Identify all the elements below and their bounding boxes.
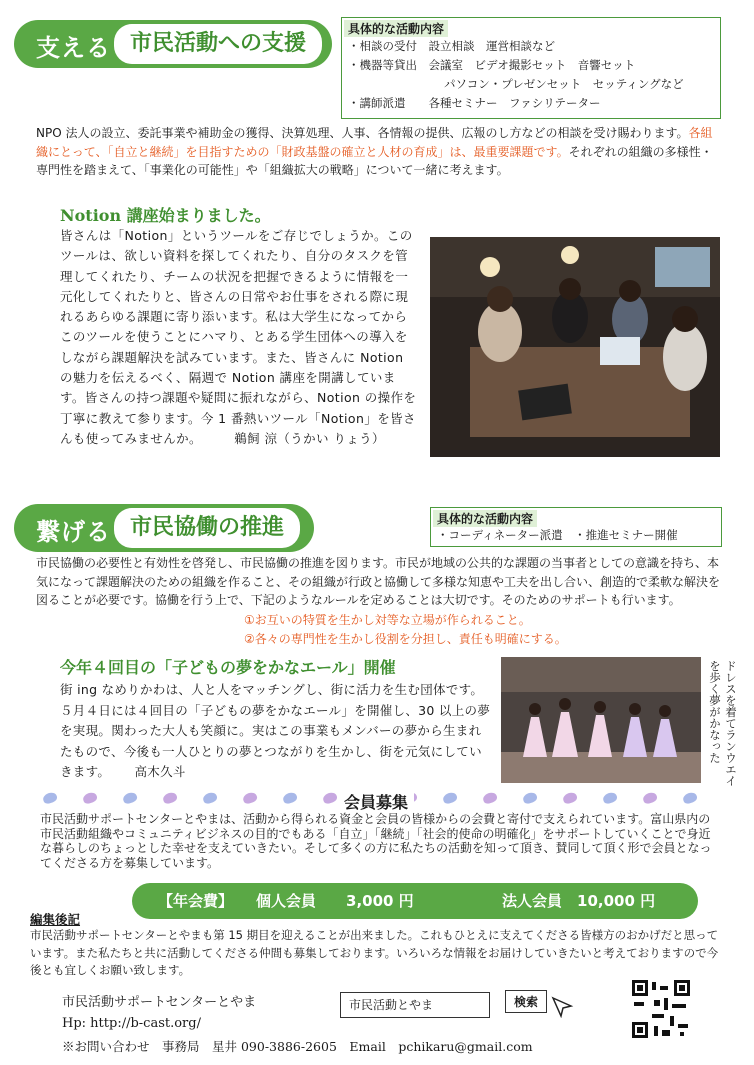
search-button-label: 検索 xyxy=(505,990,547,1013)
yume-heading: 今年４回目の「子どもの夢をかなエール」開催 xyxy=(60,658,396,677)
afterword-body: 市民活動サポートセンターとやまも第 15 期目を迎えることが出来ました。これもひとえに支えてくださる皆様方のおかげだと思っています。また私たちと共に活動してくださる仲間も募集しております。いろいろな情報をお届けしていきたいと考えておりますので今後とも宜しくお願い致します。 xyxy=(30,928,719,977)
section1-label: 支える xyxy=(36,34,111,62)
activity-item: ・講師派遣 各種セミナー ファシリテーター xyxy=(348,96,601,110)
notion-author: 鵜飼 涼（うかい りょう） xyxy=(234,430,385,446)
notion-heading: Notion 講座始まりました。 xyxy=(60,206,271,225)
section1-activities-box xyxy=(341,17,721,119)
fee-label: 【年会費】 xyxy=(158,892,234,910)
notion-body: 皆さんは「Notion」というツールをご存じでしょうか。このツールは、欲しい資料を探してくれたり、自分のタスクを管理してくれたり、チームの状況を把握できるように情報を一元化してくれたりと、皆さんの日常やお仕事をされる際に現れるあらゆる課題に寄り添います。私は大学生になってからこのツールを使うことにハマり、とある学生団体への導入をしながら課題解決を試みています。また、皆さんに Notion の魅力を伝えるべく、隔週で Notion 講座を開講しています。皆さんの持つ課題や疑問に振れながら、Notion の操作を丁寧に教えて参ります。今 1 番熱いツール「Notion」を皆さんも使ってみませんか。 鵜飼 涼（うかい りょう） xyxy=(60,228,417,446)
membership-body: 市民活動サポートセンターとやまは、活動から得られる資金と会員の皆様からの会費と寄付で支えられています。富山県内の市民活動組織やコミュニティビジネスの目的でもある「自立」「継続」「社会的使命の明確化」をサポートしていくことで身近な暮らしのちょっとした幸せを支えていきたい。そして多くの方に私たちの活動を知って頂き、賛同して頂く形で会員となってくださる方を募集しています。 xyxy=(40,812,712,870)
rule-1: ①お互いの特質を生かし対等な立場が作られること。 xyxy=(244,613,531,627)
fee-individual: 個人会員 3,000 円 xyxy=(256,892,414,910)
membership-fee-bar xyxy=(132,883,698,919)
rule-2: ②各々の専門性を生かし役割を分担し、責任も明確にする。 xyxy=(244,632,567,646)
section2-intro: 市民協働の必要性と有効性を啓発し、市民協働の推進を図ります。市民が地域の公共的な課題の当事者としての意識を持ち、本気になって課題解決のための組織を作ること、その組織が行政と協働して多様な知恵や工夫を出し合い、創造的で柔軟な解決を図ることが必要です。協働を行う上で、下記のようなルールを定めることは大切です。そのためのサポートも行います。 xyxy=(36,556,721,607)
footer-org: 市民活動サポートセンターとやま xyxy=(62,995,257,1010)
search-input[interactable]: 市民活動とやま xyxy=(340,992,490,1018)
activity-item: ・相談の受付 設立相談 運営相談など xyxy=(348,39,555,53)
contact-info: ※お問い合わせ 事務局 星井 090-3886-2605 Email pchikaru@gmail.com xyxy=(62,1039,533,1054)
meeting-photo-illustration xyxy=(430,237,720,457)
homepage-link[interactable]: Hp: http://b-cast.org/ xyxy=(62,1016,201,1031)
section2-activities-box: 具体的な活動内容 ・コーディネーター派遣 ・推進セミナー開催 xyxy=(430,507,722,547)
activity-item: パソコン・プレゼンセット セッティングなど xyxy=(444,77,684,91)
section1-title: 市民活動への支援 xyxy=(114,24,322,64)
runway-photo-illustration xyxy=(501,657,701,783)
activity-item: ・機器等貸出 会議室 ビデオ撮影セット 音響セット xyxy=(348,58,636,72)
section2-title: 市民協働の推進 xyxy=(114,508,300,548)
yume-photo-caption: ドレスを着てランウエイを歩く夢がかなった xyxy=(708,660,738,787)
yume-author: 高木久斗 xyxy=(134,764,186,779)
section1-intro: NPO 法人の設立、委託事業や補助金の獲得、決算処理、人事、各情報の提供、広報のし方などの相談を受け賜わります。各組織にとって、「自立と継続」を目指すための「財政基盤の確立と人材の育成」は、最重要課題です。それぞれの組織の多様性・専門性を踏まえて、「事業化の可能性」や「組織拡大の戦略」について一緒に考えます。 xyxy=(36,126,713,177)
cursor-arrow-icon xyxy=(551,996,575,1018)
membership-title: 会員募集 xyxy=(338,790,414,813)
section2-banner xyxy=(14,504,314,552)
intro-highlight: 各組織にとって、「自立と継続」を目指すための「財政基盤の確立と人材の育成」は、最重要課題です。 xyxy=(36,126,713,159)
yume-photo xyxy=(501,657,701,783)
section2-label: 繋げる xyxy=(36,518,111,546)
search-button[interactable] xyxy=(505,990,575,1016)
section1-banner xyxy=(14,20,332,68)
activities-title: 具体的な活動内容 xyxy=(344,20,448,37)
qr-code xyxy=(632,980,690,1038)
afterword-title: 編集後記 xyxy=(30,912,81,927)
yume-body: 街 ing なめりかわは、人と人をマッチングし、街に活力を生む団体です。５月４日には４回目の「子どもの夢をかなエール」を開催し、30 以上の夢を実現。関わった大人も笑顔に。実はこの事業もメンバーの夢から生まれたもので、今後も一人ひとりの夢とつながりを生かし、街を元気にしていきます。 高木久斗 xyxy=(60,682,491,779)
fee-corporate: 法人会員 10,000 円 xyxy=(502,892,656,910)
notion-photo xyxy=(430,237,720,457)
